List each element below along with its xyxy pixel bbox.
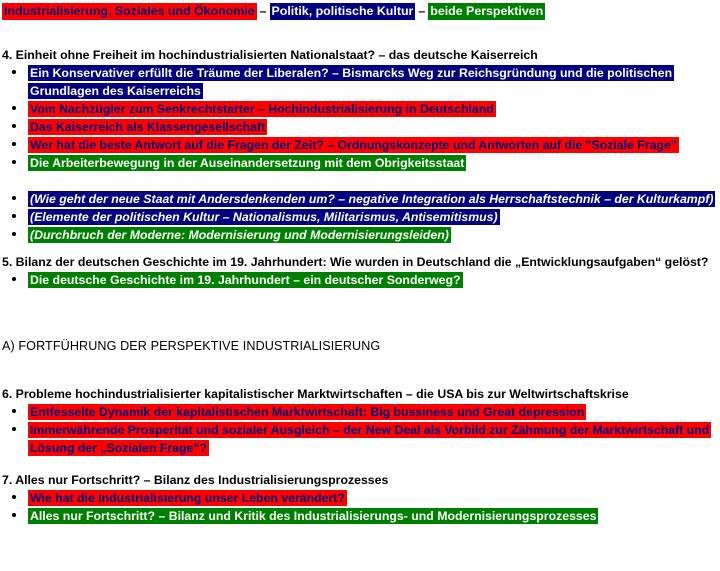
title-dash-1: – — [259, 4, 267, 18]
list-item — [0, 507, 720, 525]
section6-bullet-list — [0, 403, 720, 457]
list-item-label: Die deutsche Geschichte im 19. Jahrhundert – ein deutscher Sonderweg? — [30, 273, 461, 287]
bullet-dot-icon — [12, 427, 16, 431]
list-item — [0, 100, 720, 118]
list-item-label: Immerwährende Prosperität und sozialer Ausgleich – der New Deal als Vorbild zur Zähmung der Marktwirtschaft und Lösung der „Sozialen Frage“? — [30, 423, 710, 455]
bullet-dot-icon — [12, 142, 16, 146]
spacer-before-section6 — [0, 355, 720, 385]
list-item — [0, 403, 720, 421]
title-segment-beide-perspektiven: beide Perspektiven — [430, 4, 544, 18]
bullet-dot-icon — [12, 106, 16, 110]
part-a-heading: A) FORTFÜHRUNG DER PERSPEKTIVE INDUSTRIALISIERUNG — [2, 339, 381, 353]
spacer-before-part-a-2 — [0, 319, 720, 337]
section4-heading: 4. Einheit ohne Freiheit im hochindustrialisierten Nationalstaat? – das deutsche Kaiserreich — [2, 48, 538, 62]
list-item-label: Die Arbeiterbewegung in der Auseinandersetzung mit dem Obrigkeitsstaat — [30, 156, 465, 170]
section7-bullet-list — [0, 489, 720, 525]
list-item-label: Wie hat die Industrialisierung unser Leben verändert? — [30, 491, 345, 505]
list-item — [0, 208, 720, 226]
bullet-dot-icon — [12, 124, 16, 128]
list-item — [0, 226, 720, 244]
section6-heading: 6. Probleme hochindustrialisierter kapitalistischer Marktwirtschaften – die USA bis zur Weltwirtschaftskrise — [2, 387, 629, 401]
spacer-before-part-a — [0, 289, 720, 319]
title-row — [2, 0, 720, 20]
list-item — [0, 136, 720, 154]
section5-heading: 5. Bilanz der deutschen Geschichte im 19. Jahrhundert: Wie wurden in Deutschland die „Entwicklungsaufgaben“ gelöst? — [2, 255, 709, 269]
list-item-label: (Elemente der politischen Kultur – Nationalismus, Militarismus, Antisemitismus) — [30, 210, 498, 224]
title-segment-politik: Politik, politische Kultur — [271, 4, 414, 18]
bullet-dot-icon — [12, 495, 16, 499]
bullet-dot-icon — [12, 196, 16, 200]
list-item — [0, 64, 720, 100]
spacer-before-section7 — [0, 457, 720, 471]
spacer-after-title — [0, 20, 720, 46]
bullet-dot-icon — [12, 409, 16, 413]
list-item — [0, 190, 720, 208]
spacer-before-section5 — [0, 244, 720, 253]
list-item-label: Entfesselte Dynamik der kapitalistischen Marktwirtschaft: Big bussiness und Great depression — [30, 405, 585, 419]
title-dash-2: – — [418, 4, 426, 18]
section4-optional-bullet-list — [0, 190, 720, 244]
spacer-before-optional-bullets — [0, 172, 720, 190]
list-item — [0, 489, 720, 507]
bullet-dot-icon — [12, 232, 16, 236]
bullet-dot-icon — [12, 214, 16, 218]
list-item — [0, 118, 720, 136]
list-item-label: Vom Nachzügler zum Senkrechtstarter – Hochindustrialisierung in Deutschland — [30, 102, 494, 116]
bullet-dot-icon — [12, 160, 16, 164]
bullet-dot-icon — [12, 70, 16, 74]
title-segment-industrialisierung: Industrialisierung, Soziales und Ökonomie — [4, 4, 255, 18]
section4-bullet-list — [0, 64, 720, 172]
section5-bullet-list — [0, 271, 720, 289]
list-item-label: (Durchbruch der Moderne: Modernisierung und Modernisierungsleiden) — [30, 228, 449, 242]
list-item-label: Alles nur Fortschritt? – Bilanz und Kritik des Industrialisierungs- und Modernisierungsprozesses — [30, 509, 597, 523]
bullet-dot-icon — [12, 513, 16, 517]
list-item-label: Wer hat die beste Antwort auf die Fragen der Zeit? – Ordnungskonzepte und Antworten auf die "Soziale Frage" — [30, 138, 677, 152]
section7-heading: 7. Alles nur Fortschritt? – Bilanz des Industrialisierungsprozesses — [2, 473, 389, 487]
list-item-label: Das Kaiserreich als Klassengesellschaft — [30, 120, 266, 134]
list-item — [0, 421, 720, 457]
list-item-label: (Wie geht der neue Staat mit Andersdenkenden um? – negative Integration als Herrschaftstechnik – der Kulturkampf) — [30, 192, 714, 206]
bullet-dot-icon — [12, 277, 16, 281]
list-item — [0, 271, 720, 289]
list-item — [0, 154, 720, 172]
list-item-label: Ein Konservativer erfüllt die Träume der Liberalen? – Bismarcks Weg zur Reichsgründung und die politischen Grundlagen des Kaiserreichs — [30, 66, 673, 98]
